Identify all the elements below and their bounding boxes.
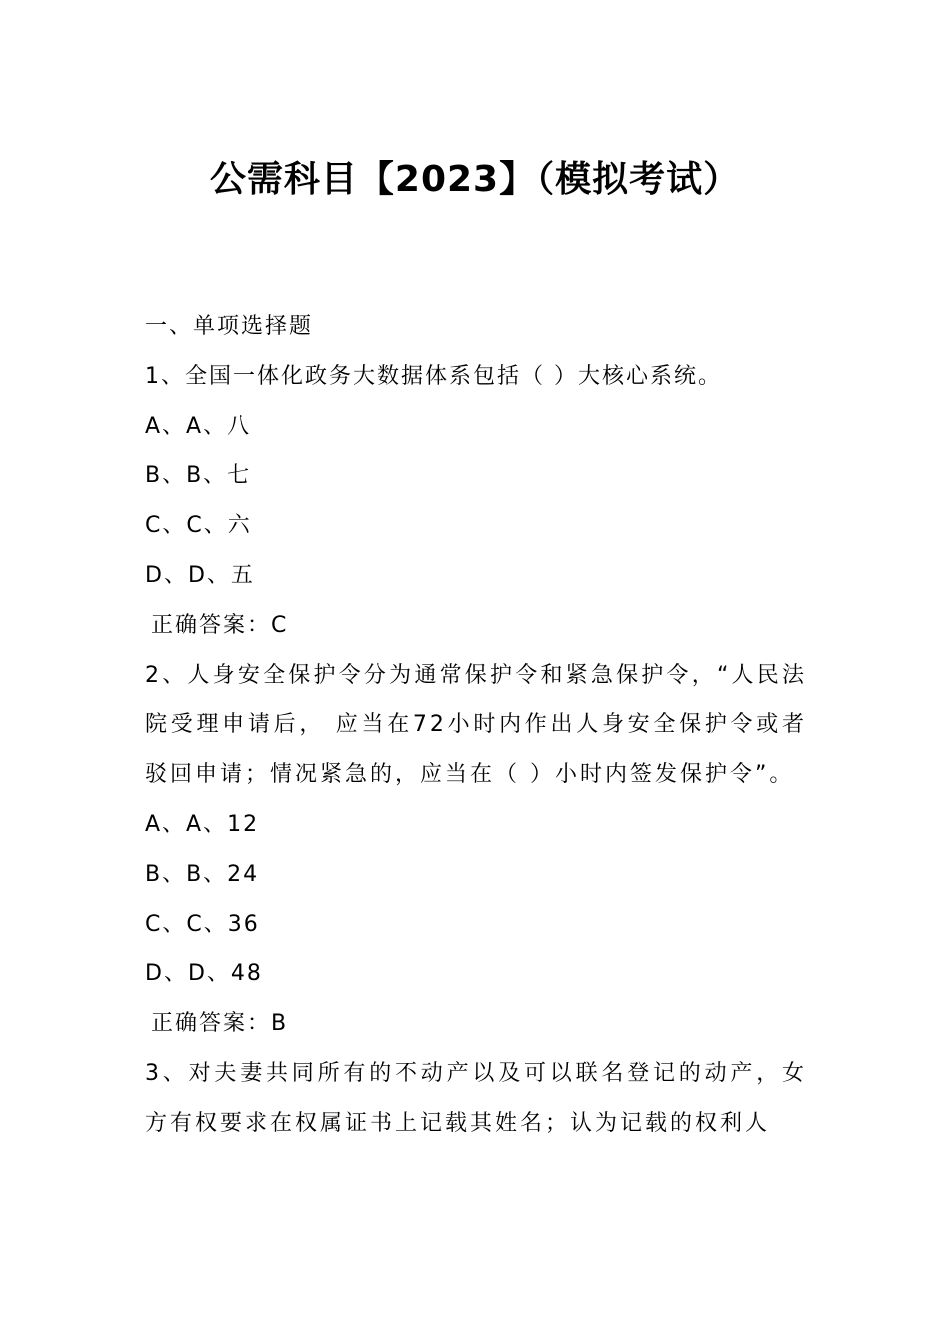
question-3-stem: 3、对夫妻共同所有的不动产以及可以联名登记的动产，女方有权要求在权属证书上记载其姓名；认为记载的权利人 bbox=[145, 1060, 807, 1136]
question-2-stem: 2、人身安全保护令分为通常保护令和紧急保护令，“人民法院受理申请后， 应当在72小时内作出人身安全保护令或者驳回申请；情况紧急的，应当在（ ）小时内签发保护令”。 bbox=[145, 662, 807, 788]
question-1-option-b: B、B、七 bbox=[145, 463, 252, 489]
question-1-option-a: A、A、八 bbox=[145, 413, 252, 439]
question-2-option-a: A、A、12 bbox=[145, 811, 260, 837]
question-2-option-b: B、B、24 bbox=[145, 861, 260, 887]
question-1-answer: 正确答案：C bbox=[151, 612, 289, 638]
document-title: 公需科目【2023】（模拟考试） bbox=[209, 159, 741, 200]
question-2-answer: 正确答案：B bbox=[151, 1011, 289, 1037]
question-1-option-d: D、D、五 bbox=[145, 562, 255, 588]
question-2-option-d: D、D、48 bbox=[145, 961, 263, 987]
document-body bbox=[145, 302, 807, 1149]
question-1-stem: 1、全国一体化政务大数据体系包括（ ）大核心系统。 bbox=[145, 363, 722, 389]
section-heading: 一、单项选择题 bbox=[145, 314, 314, 339]
question-1-option-c: C、C、六 bbox=[145, 513, 252, 539]
question-2-option-c: C、C、36 bbox=[145, 911, 260, 937]
